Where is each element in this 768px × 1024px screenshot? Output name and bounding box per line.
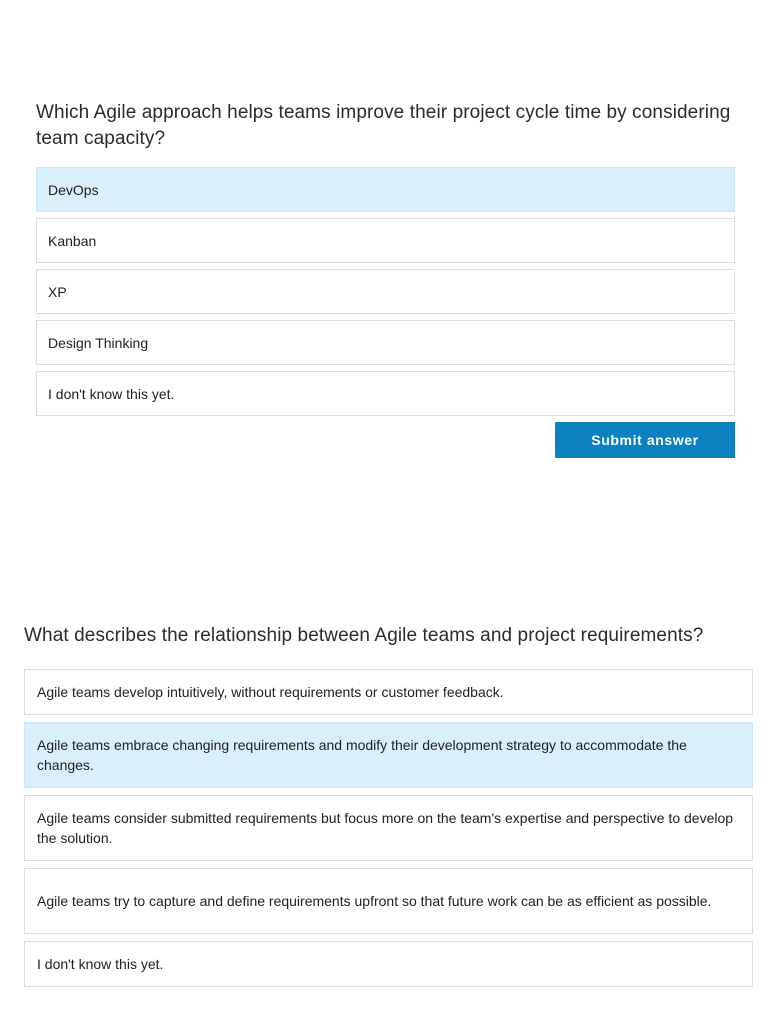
answer-option-label: I don't know this yet. — [37, 956, 164, 972]
submit-row — [36, 422, 735, 458]
quiz-question-block-1 — [36, 100, 735, 458]
answer-option-label: DevOps — [48, 181, 99, 198]
answer-option-xp[interactable] — [36, 269, 735, 314]
answer-option-develop-intuitively[interactable] — [24, 669, 753, 715]
answer-option-label: Agile teams consider submitted requirements but focus more on the team's expertise and perspective to develop the solution. — [37, 810, 734, 846]
answer-option-label: Agile teams try to capture and define requirements upfront so that future work can be as efficient as possible. — [37, 893, 712, 909]
quiz-question-block-2 — [24, 622, 753, 994]
answer-options-list — [24, 669, 753, 987]
question-text: Which Agile approach helps teams improve their project cycle time by considering team capacity? — [36, 102, 731, 149]
answer-option-label: I don't know this yet. — [48, 385, 175, 402]
submit-answer-button[interactable]: Submit answer — [555, 422, 735, 458]
answer-option-dont-know[interactable] — [24, 941, 753, 987]
answer-option-dont-know[interactable] — [36, 371, 735, 416]
answer-option-label: XP — [48, 283, 67, 300]
answer-option-consider-submitted-requirements[interactable] — [24, 795, 753, 861]
answer-option-label: Agile teams develop intuitively, without requirements or customer feedback. — [37, 684, 504, 700]
answer-options-list — [36, 167, 735, 416]
answer-option-label: Design Thinking — [48, 334, 149, 351]
answer-option-label: Kanban — [48, 232, 97, 249]
answer-option-devops[interactable] — [36, 167, 735, 212]
answer-option-embrace-changing-requirements[interactable] — [24, 722, 753, 788]
answer-option-capture-requirements-upfront[interactable] — [24, 868, 753, 934]
answer-option-design-thinking[interactable] — [36, 320, 735, 365]
answer-option-kanban[interactable] — [36, 218, 735, 263]
question-text: What describes the relationship between Agile teams and project requirements? — [24, 625, 704, 646]
answer-option-label: Agile teams embrace changing requirements and modify their development strategy to accommodate the changes. — [37, 737, 687, 773]
